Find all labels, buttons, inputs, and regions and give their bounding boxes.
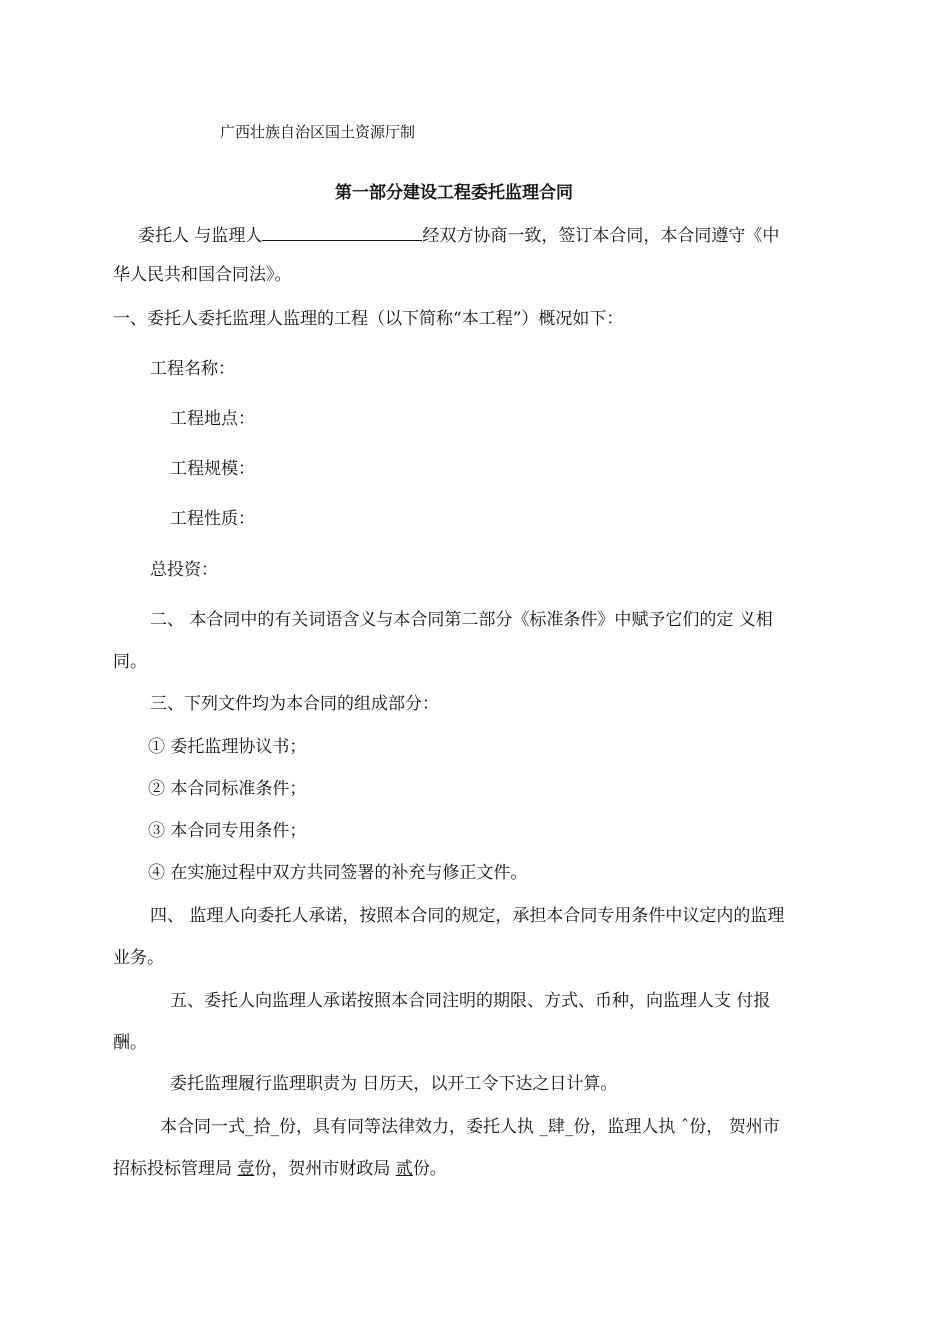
list-item: ③ 本合同专用条件； bbox=[148, 821, 307, 841]
section-2-line-2: 同。 bbox=[113, 652, 147, 672]
intro-line-1 bbox=[138, 224, 779, 247]
section-2-line-1: 二、 本合同中的有关词语含义与本合同第二部分《标准条件》中赋予它们的定 义相 bbox=[150, 610, 773, 630]
duration-text: 委托监理履行监理职责为 日历天，以开工令下达之日计算。 bbox=[170, 1074, 618, 1094]
section-1-heading: 一、委托人委托监理人监理的工程（以下简称“本工程”）概况如下： bbox=[113, 309, 624, 329]
copies-line-2 bbox=[113, 1158, 447, 1180]
intro-text-b: 经双方协商一致，签订本合同，本合同遵守《中 bbox=[422, 226, 780, 246]
project-location-label: 工程地点： bbox=[170, 409, 255, 429]
copies-text-a: 招标投标管理局 bbox=[113, 1159, 238, 1179]
intro-line-2: 华人民共和国合同法》。 bbox=[113, 265, 292, 285]
project-scale-label: 工程规模： bbox=[170, 459, 255, 479]
project-nature-label: 工程性质： bbox=[170, 509, 255, 529]
section-4-line-2: 业务。 bbox=[113, 948, 164, 968]
supervisor-blank bbox=[262, 224, 422, 241]
section-3-heading: 三、下列文件均为本合同的组成部分： bbox=[150, 694, 439, 714]
list-item: ④ 在实施过程中双方共同签署的补充与修正文件。 bbox=[148, 863, 528, 883]
page-title: 第一部分建设工程委托监理合同 bbox=[335, 183, 573, 203]
copies-text-c: 份，贺州市财政局 bbox=[254, 1159, 396, 1179]
copies-text-e: 份。 bbox=[412, 1159, 447, 1179]
copies-line-1: 本合同一式_拾_份，具有同等法律效力，委托人执 _肆_份，监理人执 ˆ份， 贺州市 bbox=[160, 1117, 780, 1137]
section-5-line-2: 酬。 bbox=[113, 1033, 147, 1053]
section-4-line-1: 四、 监理人向委托人承诺，按照本合同的规定，承担本合同专用条件中议定内的监理 bbox=[150, 906, 785, 926]
document-header: 广西壮族自治区国土资源厅制 bbox=[220, 123, 416, 141]
list-item: ② 本合同标准条件； bbox=[148, 779, 307, 799]
project-name-label: 工程名称： bbox=[150, 359, 235, 379]
total-investment-label: 总投资： bbox=[150, 560, 218, 580]
list-item: ① 委托监理协议书； bbox=[148, 737, 307, 757]
copies-count-finance-bureau: 贰 bbox=[395, 1159, 413, 1179]
intro-text-a: 委托人 与监理人 bbox=[138, 226, 263, 246]
copies-count-tender-office: 壹 bbox=[237, 1159, 255, 1179]
section-5-line-1: 五、委托人向监理人承诺按照本合同注明的期限、方式、币种，向监理人支 付报 bbox=[170, 991, 771, 1011]
